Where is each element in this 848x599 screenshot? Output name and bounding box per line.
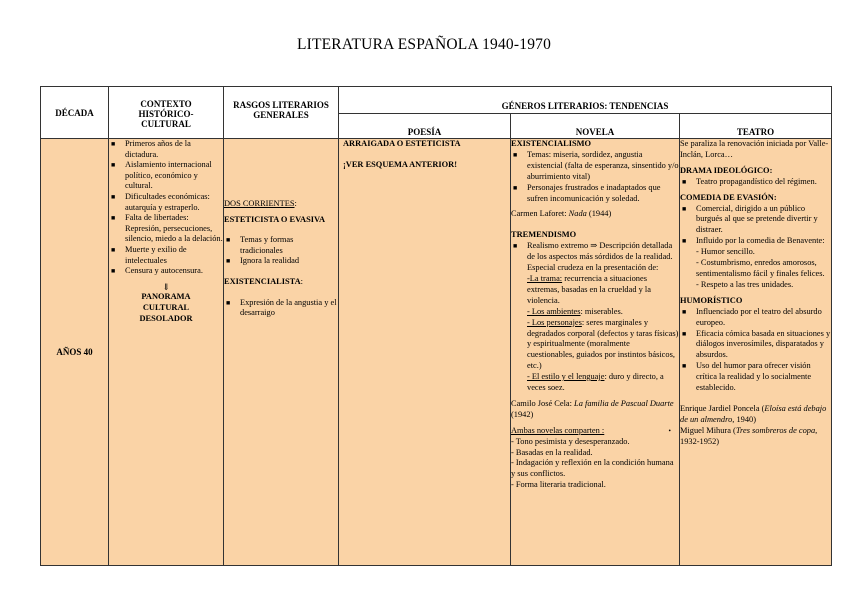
poesia-cell (339, 139, 511, 566)
list-item: - Indagación y reflexión en la condición humana y sus conflictos. (511, 458, 674, 479)
header-teatro: TEATRO (680, 114, 832, 139)
ambientes-line: - Los ambientes: miserables. (527, 306, 623, 316)
ambas-heading: Ambas novelas comparten : • (511, 425, 671, 435)
estilo-line: - El estilo y el lenguaje: duro y directo, a veces soez. (527, 372, 664, 393)
list-item: ■ Influenciado por el teatro del absurdo europeo. (680, 307, 831, 329)
trama-line: -La trama: recurrencia a situaciones extremas, basadas en la crueldad y la violencia. (527, 273, 651, 305)
arrow-down-icon: ⇓ (162, 281, 170, 292)
conclusion: PANORAMA CULTURAL DESOLADOR (139, 292, 193, 323)
list-item: ■ Influido por la comedia de Benavente: - Humor sencillo. - Costumbrismo, enredos amorosos, sentimentalismo fácil y finales felices. - Respeto a las tres unidades. (680, 236, 831, 291)
sub-item: - Respeto a las tres unidades. (696, 279, 794, 289)
list-item: - Basadas en la realidad. (511, 447, 593, 457)
list-item: ■ Teatro propagandístico del régimen. (680, 177, 831, 188)
existencialismo-heading: EXISTENCIALISMO (511, 139, 592, 148)
poesia-line-2: ¡VER ESQUEMA ANTERIOR! (343, 159, 458, 169)
list-item: - Tono pesimista y desesperanzado. (511, 436, 630, 446)
header-generos: GÉNEROS LITERARIOS: TENDENCIAS (339, 87, 832, 114)
contexto-list (109, 139, 223, 277)
drama-heading: DRAMA IDEOLÓGICO: (680, 165, 773, 175)
poesia-line-1: ARRAIGADA O ESTETICISTA (343, 139, 461, 148)
humoristico-heading: HUMORÍSTICO (680, 295, 743, 305)
esteticista-heading: ESTETICISTA O EVASIVA (224, 214, 326, 224)
list-item: ■ Personajes frustrados e inadaptados que sufren incomunicación y soledad. (511, 183, 679, 205)
personajes-line: - Los personajes: seres marginales y degradados corporal (defectos y taras físicas) y espiritualmente (moralmente cuestionables, guiados por instintos básicos, etc.) (527, 317, 679, 371)
list-item: ■ Uso del humor para ofrecer visión crítica la realidad y lo socialmente establecido. (680, 361, 831, 394)
decade-label: AÑOS 40 (41, 139, 109, 566)
drama-list (680, 177, 831, 188)
sub-item: - Humor sencillo. (696, 247, 755, 257)
esteticista-list (224, 235, 338, 267)
list-item: ■ Temas: miseria, sordidez, angustia existencial (falta de esperanza, sinsentido y/o aburrimiento vital) (511, 150, 679, 183)
existencialismo-list (511, 150, 679, 205)
list-item: ■ Temas y formas tradicionales (224, 235, 338, 256)
teatro-intro: Se paraliza la renovación iniciada por Valle-Inclán, Lorca… (680, 139, 829, 159)
list-item: ■ Primeros años de la dictadura. (109, 139, 223, 160)
list-item: ■ Muerte y exilio de intelectuales (109, 245, 223, 266)
jardiel-reference: Enrique Jardiel Poncela (Eloísa está debajo de un almendro, 1940) (680, 403, 827, 424)
header-rasgos: RASGOS LITERARIOS GENERALES (224, 87, 339, 139)
list-item: ■ Censura y autocensura. (109, 266, 223, 277)
list-item: ■ Comercial, dirigido a un público burgués al que se pretende divertir y distraer. (680, 204, 831, 237)
existencialista-list (224, 298, 338, 319)
mihura-reference: Miguel Mihura (Tres sombreros de copa, 1932-1952) (680, 425, 818, 446)
list-item: ■ Falta de libertades: Represión, persecuciones, silencio, miedo a la delación. (109, 213, 223, 245)
rasgos-cell (224, 139, 339, 566)
header-poesia: POESÍA (339, 114, 511, 139)
humor-list (680, 307, 831, 394)
list-item: ■ Realismo extremo ⇒ Descripción detallada de los aspectos más sórdidos de la realidad. Especial crudeza en la presentación de: -La trama: recurrencia a situaciones extremas, basadas en la crueldad y la violencia. - Los ambientes: miserables. - Los personajes: seres marginales y degradados corporal (defectos y taras físicas) y espiritualmente (moralmente cuestionables, guiados por instintos básicos, etc.) - El estilo y el lenguaje: duro y directo, a veces soez. (511, 241, 679, 394)
tremendismo-list (511, 241, 679, 394)
laforet-reference: Carmen Laforet: Nada (1944) (511, 209, 612, 219)
comedia-heading: COMEDIA DE EVASIÓN: (680, 192, 777, 202)
dos-corrientes: DOS CORRIENTES: (224, 199, 297, 208)
sub-item: - Costumbrismo, enredos amorosos, sentimentalismo fácil y finales felices. (696, 258, 825, 278)
comedia-list (680, 204, 831, 291)
list-item: - Forma literaria tradicional. (511, 480, 606, 490)
tremendismo-heading: TREMENDISMO (511, 230, 577, 240)
literature-table (40, 86, 832, 566)
bullet-icon: • (668, 426, 671, 435)
list-item: ■ Expresión de la angustia y el desarraigo (224, 298, 338, 319)
page-title: LITERATURA ESPAÑOLA 1940-1970 (296, 36, 552, 53)
novela-cell (511, 139, 680, 566)
teatro-cell (680, 139, 832, 566)
header-contexto: CONTEXTO HISTÓRICO- CULTURAL (109, 87, 224, 139)
existencialista-heading: EXISTENCIALISTA: (224, 276, 303, 286)
list-item: ■ Aislamiento internacional político, económico y cultural. (109, 160, 223, 192)
header-novela: NOVELA (511, 114, 680, 139)
list-item: ■ Dificultades económicas: autarquía y estraperlo. (109, 192, 223, 213)
list-item: ■ Eficacia cómica basada en situaciones y diálogos inverosímiles, disparatados y absurdos. (680, 329, 831, 362)
header-decada: DÉCADA (41, 87, 109, 139)
list-item: ■ Ignora la realidad (224, 256, 338, 267)
cela-reference: Camilo José Cela: La familia de Pascual Duarte (1942) (511, 398, 674, 419)
contexto-cell (109, 139, 224, 566)
